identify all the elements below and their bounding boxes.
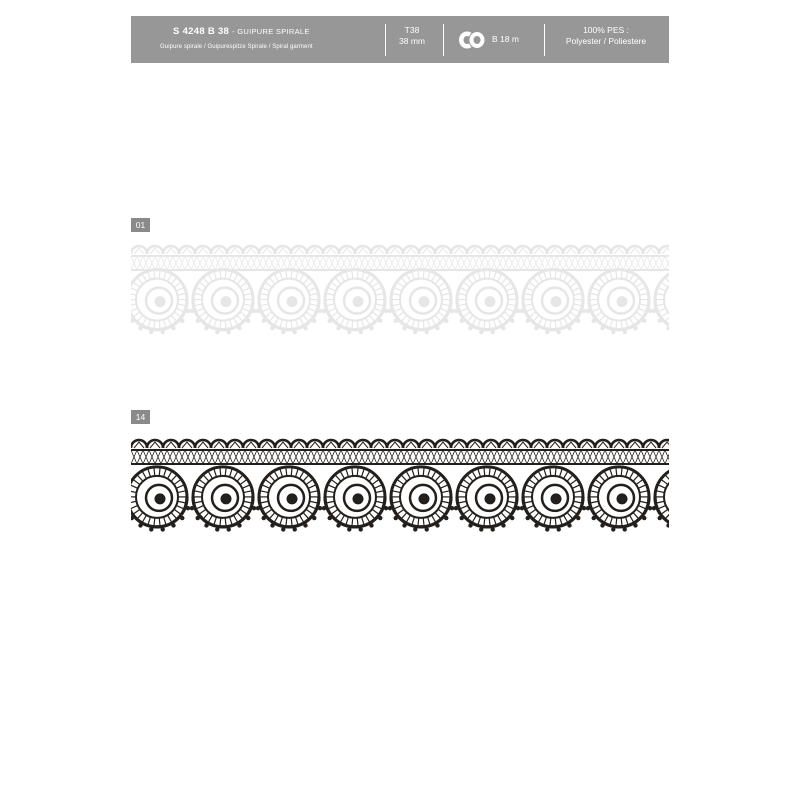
product-title [173, 26, 310, 37]
swatch-tag-01: 01 [131, 218, 150, 232]
pack-length: B 18 m [492, 34, 519, 44]
swatch-tag-14: 14 [131, 410, 150, 424]
size-mm: 38 mm [399, 36, 425, 46]
product-name: - GUIPURE SPIRALE [232, 27, 310, 36]
lace-swatch-white [131, 238, 669, 350]
header-divider [443, 24, 444, 56]
product-code: S 4248 B 38 [173, 26, 230, 37]
spool-icon [457, 30, 489, 50]
product-header [131, 16, 669, 63]
header-divider [544, 24, 545, 56]
lace-swatch-black [131, 432, 669, 550]
composition-line-1: 100% PES : [583, 25, 629, 35]
header-divider [385, 24, 386, 56]
composition-line-2: Polyester / Poliestere [565, 36, 647, 46]
composition-info [551, 25, 661, 47]
size-info [393, 25, 431, 47]
pack-info [457, 30, 527, 50]
product-description: Guipure spirale / Guipurespitze Spirale / Spiral garment [160, 44, 313, 50]
size-code: T38 [404, 25, 420, 35]
